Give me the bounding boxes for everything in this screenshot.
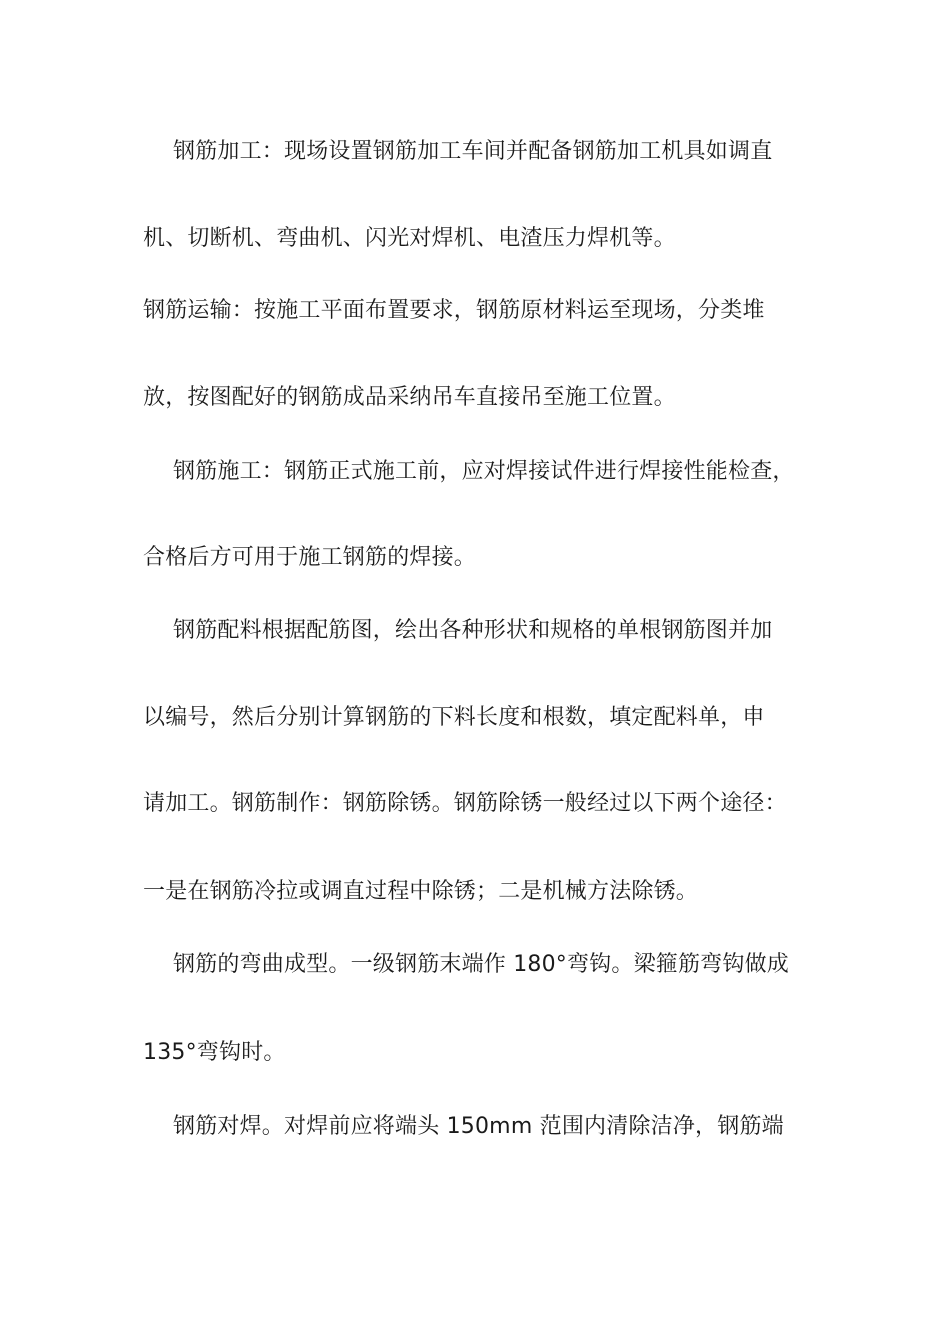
paragraph-line: 以编号，然后分别计算钢筋的下料长度和根数，填定配料单，申 — [143, 705, 765, 730]
paragraph-line: 请加工。钢筋制作：钢筋除锈。钢筋除锈一般经过以下两个途径： — [143, 791, 787, 816]
paragraph-line: 放，按图配好的钢筋成品采纳吊车直接吊至施工位置。 — [143, 385, 676, 410]
paragraph-line: 钢筋加工：现场设置钢筋加工车间并配备钢筋加工机具如调直 — [173, 139, 773, 164]
paragraph-line: 钢筋的弯曲成型。一级钢筋末端作 180°弯钩。梁箍筋弯钩做成 — [173, 952, 789, 977]
paragraph-line: 135°弯钩时。 — [143, 1040, 286, 1065]
paragraph-line: 一是在钢筋冷拉或调直过程中除锈；二是机械方法除锈。 — [143, 879, 699, 904]
paragraph-line: 钢筋运输：按施工平面布置要求，钢筋原材料运至现场，分类堆 — [143, 298, 765, 323]
paragraph-line: 钢筋对焊。对焊前应将端头 150mm 范围内清除洁净，钢筋端 — [173, 1114, 784, 1139]
paragraph-line: 合格后方可用于施工钢筋的焊接。 — [143, 545, 477, 570]
paragraph-line: 钢筋配料根据配筋图，绘出各种形状和规格的单根钢筋图并加 — [173, 618, 773, 643]
paragraph-line: 机、切断机、弯曲机、闪光对焊机、电渣压力焊机等。 — [143, 226, 676, 251]
paragraph-line: 钢筋施工：钢筋正式施工前，应对焊接试件进行焊接性能检查， — [173, 459, 795, 484]
